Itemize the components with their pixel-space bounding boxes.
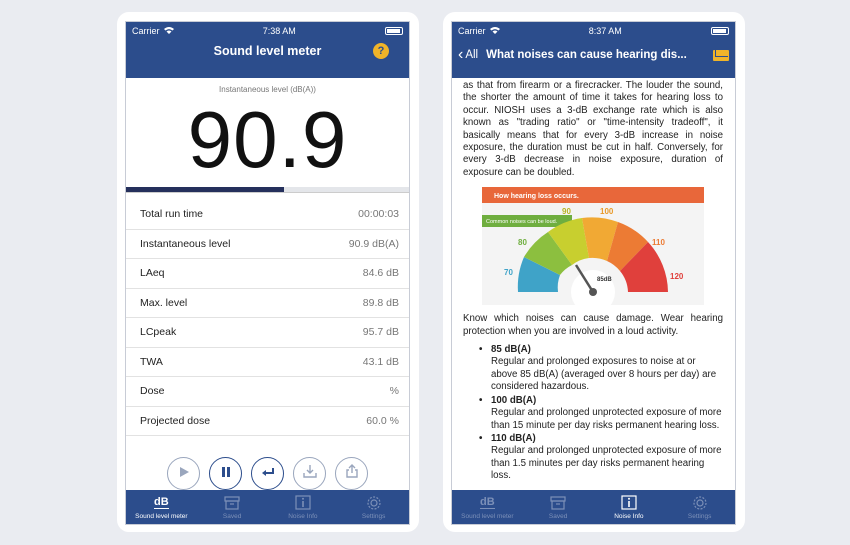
tab-sound-level-meter[interactable]: [452, 490, 523, 524]
wifi-icon: [490, 26, 500, 36]
sound-meter-screen: [125, 21, 410, 525]
phone-noise-info: [443, 12, 745, 532]
bullet-title: • 100 dB(A): [491, 394, 537, 406]
help-button[interactable]: ?: [373, 43, 389, 59]
infographic-level-100: 100: [600, 207, 614, 217]
measurement-row: [126, 230, 409, 260]
tab-label: Noise Info: [614, 512, 644, 520]
app-header: [126, 22, 409, 78]
mail-icon[interactable]: [713, 50, 729, 61]
article-paragraph: Know which noises can cause damage. Wear hearing protection when you are involved in a loud activity.: [463, 313, 723, 337]
measurement-value: 00:00:03: [358, 208, 399, 221]
tab-label: Settings: [361, 512, 386, 520]
tab-bar: [452, 490, 735, 524]
measurement-value: 95.7 dB: [362, 326, 399, 339]
carrier-label: Carrier: [132, 26, 160, 36]
download-icon: [303, 465, 317, 483]
measurement-list: [126, 200, 409, 436]
bullet-text: Regular and prolonged unprotected exposure of more than 15 minute per day risks permanent hearing loss.: [491, 407, 722, 431]
infographic-level-90: 90: [562, 207, 571, 217]
status-bar: [132, 25, 403, 37]
list-item: [463, 433, 723, 483]
measurement-row: [126, 200, 409, 230]
archive-icon: [550, 495, 566, 511]
tab-saved[interactable]: [197, 490, 268, 524]
gear-icon: [692, 495, 708, 511]
status-time: 7:38 AM: [262, 26, 296, 36]
measurement-label: Projected dose: [140, 414, 211, 427]
phone-sound-meter: [117, 12, 419, 532]
carrier-label: Carrier: [458, 26, 486, 36]
article-paragraph: as that from firearm or a firecracker. The louder the sound, the shorter the amount of time it takes for hearing loss to occur. NIOSH uses a 3-dB exchange rate which is also known as "trading ratio" or "time-intensity tradeoff", it basically means that for every 3-dB increase in noise exposure, the duration must be cut in half. Conversely, for every 3-dB decrease in noise exposure, duration of exposure can be doubled.: [463, 80, 723, 178]
list-item: [463, 395, 723, 432]
measurement-value: 60.0 %: [366, 414, 399, 427]
bullet-title: • 110 dB(A): [491, 432, 536, 444]
level-readout: 90.9: [187, 95, 348, 184]
infographic-level-70: 70: [504, 268, 513, 278]
tab-label: Sound level meter: [135, 512, 188, 520]
measurement-value: 84.6 dB: [362, 267, 399, 280]
measurement-row: [126, 259, 409, 289]
infographic-center-label: 85dB: [597, 277, 612, 284]
measurement-label: Instantaneous level: [140, 237, 231, 250]
level-progress-fill: [126, 187, 284, 192]
db-icon: dB: [154, 495, 169, 508]
tab-noise-info[interactable]: [268, 490, 339, 524]
tab-label: Noise Info: [288, 512, 318, 520]
tab-settings[interactable]: [338, 490, 409, 524]
measurement-value: 43.1 dB: [362, 355, 399, 368]
noise-info-screen: [451, 21, 736, 525]
tab-noise-info[interactable]: [594, 490, 665, 524]
tab-bar: [126, 490, 409, 524]
measurement-value: %: [389, 385, 399, 398]
level-progress-bar: [126, 187, 409, 192]
measurement-row: [126, 407, 409, 437]
tab-sound-level-meter[interactable]: [126, 490, 197, 524]
level-label: Instantaneous level (dB(A)): [219, 85, 316, 94]
tab-label: Saved: [222, 512, 242, 520]
measurement-row: [126, 348, 409, 378]
article-title: What noises can cause hearing dis...: [486, 49, 687, 61]
measurement-row: [126, 377, 409, 407]
back-label: All: [465, 49, 479, 61]
play-button[interactable]: [167, 457, 200, 490]
back-button[interactable]: [458, 47, 478, 63]
tab-settings[interactable]: [664, 490, 735, 524]
battery-icon: [711, 27, 729, 35]
chevron-left-icon: ‹: [458, 46, 464, 63]
app-header: [452, 22, 735, 78]
infographic-level-80: 80: [518, 238, 527, 248]
measurement-value: 90.9 dB(A): [348, 237, 399, 250]
measurement-value: 89.8 dB: [362, 296, 399, 309]
battery-icon: [385, 27, 403, 35]
info-icon: [295, 495, 311, 511]
level-panel: [126, 78, 409, 193]
share-button[interactable]: [335, 457, 368, 490]
measurement-label: Dose: [140, 385, 165, 398]
infographic-image: [482, 187, 704, 305]
tab-label: Sound level meter: [461, 512, 514, 520]
pause-button[interactable]: [209, 457, 242, 490]
list-item: [463, 344, 723, 394]
measurement-label: TWA: [140, 355, 163, 368]
measurement-label: Total run time: [140, 208, 204, 221]
status-bar: [458, 25, 729, 37]
infographic-banner: How hearing loss occurs.: [494, 193, 579, 201]
tab-label: Settings: [687, 512, 712, 520]
measurement-row: [126, 289, 409, 319]
wifi-icon: [164, 26, 174, 36]
tab-saved[interactable]: [523, 490, 594, 524]
reset-icon: [261, 465, 275, 483]
status-time: 8:37 AM: [588, 26, 622, 36]
measurement-label: LCpeak: [140, 326, 177, 339]
bullet-text: Regular and prolonged exposures to noise at or above 85 dB(A) (averaged over 8 hours per day) are considered hazardous.: [491, 356, 717, 393]
infographic-level-120: 120: [670, 272, 684, 282]
page-title: Sound level meter: [213, 44, 322, 58]
archive-icon: [224, 495, 240, 511]
play-icon: [178, 465, 190, 483]
pause-icon: [220, 465, 232, 483]
bullet-text: Regular and prolonged unprotected exposure of more than 1.5 minutes per day risks permanent hearing loss.: [491, 445, 722, 482]
reset-button[interactable]: [251, 457, 284, 490]
nav-bar: [458, 46, 729, 64]
gear-icon: [366, 495, 382, 511]
tab-label: Saved: [548, 512, 568, 520]
measurement-row: [126, 318, 409, 348]
measurement-label: LAeq: [140, 267, 165, 280]
share-icon: [345, 464, 359, 483]
info-icon: [621, 495, 637, 511]
bullet-title: • 85 dB(A): [491, 344, 531, 356]
measurement-label: Max. level: [140, 296, 188, 309]
article-body[interactable]: [452, 78, 735, 490]
download-button[interactable]: [293, 457, 326, 490]
db-icon: dB: [480, 495, 495, 508]
infographic-level-110: 110: [652, 238, 665, 248]
hearing-loss-infographic: [482, 187, 704, 305]
exposure-list: [463, 344, 723, 482]
infographic-subbanner: Common noises can be loud.: [486, 219, 558, 226]
